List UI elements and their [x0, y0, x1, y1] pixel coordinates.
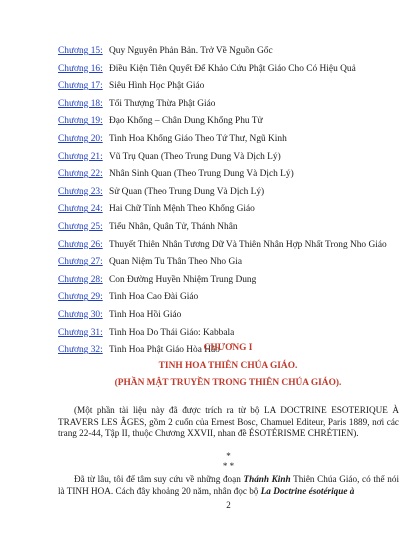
separator-stars: * *	[222, 461, 235, 471]
toc-row	[58, 237, 398, 255]
toc-chapter-link[interactable]: Chương 32:	[58, 345, 103, 356]
chapter-heading	[58, 340, 398, 393]
toc-chapter-title: Tối Thượng Thừa Phật Giáo	[109, 98, 216, 109]
toc-chapter-title: Tinh Hoa Phật Giáo Hòa Hảo	[109, 345, 220, 356]
toc-row	[58, 307, 398, 325]
toc-chapter-title: Tinh Hoa Hồi Giáo	[109, 309, 182, 320]
toc-row	[58, 201, 398, 219]
toc-chapter-link[interactable]: Chương 27:	[58, 257, 103, 268]
toc-chapter-title: Siêu Hình Học Phật Giáo	[109, 81, 205, 92]
toc-row	[58, 61, 398, 79]
toc-chapter-title: Đạo Khổng – Chân Dung Khổng Phu Tử	[109, 116, 263, 127]
toc-row	[58, 78, 398, 96]
toc-chapter-title: Tinh Hoa Do Thái Giáo: Kabbala	[109, 327, 235, 338]
body-text-1: Đã từ lâu, tôi để tâm suy cứu về những đoạn	[74, 474, 244, 484]
toc-chapter-title: Hai Chữ Tính Mệnh Theo Khổng Giáo	[109, 204, 255, 215]
toc-chapter-link[interactable]: Chương 15:	[58, 46, 103, 56]
separator-star: *	[226, 451, 231, 461]
toc-chapter-link[interactable]: Chương 24:	[58, 204, 103, 215]
toc-chapter-title: Sử Quan (Theo Trung Dung Và Dịch Lý)	[109, 186, 265, 197]
toc-chapter-link[interactable]: Chương 30:	[58, 309, 103, 320]
chapter-number: CHƯƠNG I	[203, 343, 253, 353]
toc-chapter-link[interactable]: Chương 28:	[58, 274, 103, 285]
toc-chapter-link[interactable]: Chương 26:	[58, 239, 103, 250]
body-emphasis-2: La Doctrine ésotérique à	[260, 485, 355, 496]
toc-chapter-title: Tinh Hoa Cao Đài Giáo	[109, 292, 199, 303]
toc-row	[58, 289, 398, 307]
toc-chapter-title: Quy Nguyên Phản Bản. Trở Về Nguồn Gốc	[109, 46, 273, 56]
page-number: 2	[226, 500, 231, 510]
toc-row	[58, 166, 398, 184]
toc-chapter-link[interactable]: Chương 18:	[58, 98, 103, 109]
toc-chapter-link[interactable]: Chương 23:	[58, 186, 103, 197]
toc-chapter-title: Tiểu Nhân, Quân Tử, Thánh Nhân	[109, 221, 238, 232]
body-paragraph	[58, 474, 399, 498]
toc-chapter-link[interactable]: Chương 25:	[58, 221, 103, 232]
toc-chapter-link[interactable]: Chương 19:	[58, 116, 103, 127]
toc-chapter-link[interactable]: Chương 16:	[58, 63, 103, 74]
toc-row	[58, 272, 398, 290]
toc-chapter-link[interactable]: Chương 29:	[58, 292, 103, 303]
table-of-contents	[58, 43, 398, 360]
toc-row	[58, 113, 398, 131]
body-text-2: Thiên Chúa Giáo, có thể nói là TINH HOA. Cách đây khoảng 20 năm, nhân đọc bộ	[58, 474, 400, 496]
toc-chapter-title: Quan Niệm Tu Thân Theo Nho Gia	[109, 257, 242, 268]
toc-chapter-title: Con Đường Huyền Nhiệm Trung Dung	[109, 274, 257, 285]
intro-paragraph: (Một phần tài liệu này đã được trích ra từ bộ LA DOCTRINE ESOTERIQUE À TRAVERS LES ÂGES, gồm 2 cuốn của Ernest Bosc, Chamuel Editeur, Paris 1889, nơi các trang 22-44, Tập II, thuộc Chương XXVII, nhan đề ÉSOTÉRISME CHRÉTIEN).	[58, 405, 399, 439]
body-emphasis-1: Thánh Kinh	[243, 474, 291, 484]
toc-chapter-title: Tinh Hoa Khổng Giáo Theo Tứ Thư, Ngũ Kinh	[109, 133, 287, 144]
toc-row	[58, 219, 398, 237]
toc-row	[58, 254, 398, 272]
chapter-title: TINH HOA THIÊN CHÚA GIÁO.	[158, 360, 298, 371]
toc-row	[58, 184, 398, 202]
toc-chapter-link[interactable]: Chương 20:	[58, 133, 103, 144]
toc-row	[58, 96, 398, 114]
toc-chapter-link[interactable]: Chương 17:	[58, 81, 103, 92]
toc-chapter-title: Thuyết Thiên Nhân Tương Dữ Và Thiên Nhân Hợp Nhất Trong Nho Giáo	[109, 239, 387, 250]
toc-chapter-link[interactable]: Chương 22:	[58, 169, 103, 180]
toc-chapter-link[interactable]: Chương 31:	[58, 327, 103, 338]
toc-chapter-title: Vũ Trụ Quan (Theo Trung Dung Và Dịch Lý)	[109, 151, 281, 162]
toc-chapter-title: Nhân Sinh Quan (Theo Trung Dung Và Dịch Lý)	[109, 169, 294, 180]
chapter-subtitle: (PHẦN MẬT TRUYỀN TRONG THIÊN CHÚA GIÁO).	[114, 378, 342, 388]
toc-chapter-title: Điều Kiện Tiên Quyết Để Khảo Cứu Phật Giáo Cho Có Hiệu Quả	[109, 63, 356, 74]
toc-row	[58, 131, 398, 149]
toc-chapter-link[interactable]: Chương 21:	[58, 151, 103, 162]
toc-row	[58, 149, 398, 167]
toc-row	[58, 43, 398, 61]
